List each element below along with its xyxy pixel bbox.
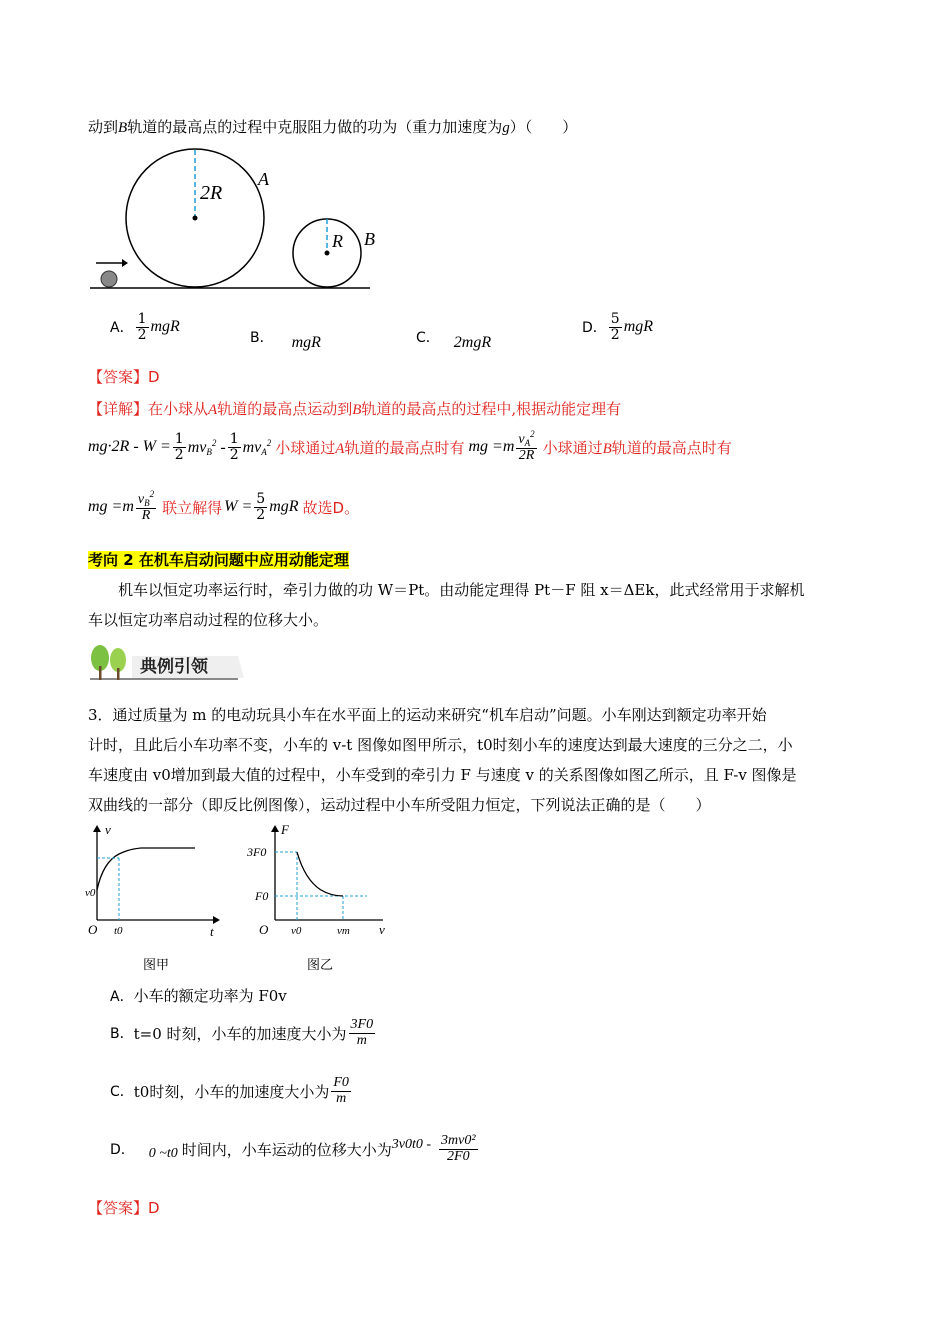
- q3-stem: 3．通过质量为 m 的电动玩具小车在水平面上的运动来研究“机车启动”问题。小车刚达到额定功率开始 计时，且此后小车功率不变，小车的 v-t 图像如图甲所示，t0时刻小车的速度达到最大速度的三分之二，小 车速度由 v0增加到最大值的过程中，小车受到的牵引力 F 与速度 v 的关系图像如图乙所示，且 F-v 图像是 双曲线的一部分（即反比例图像），运动过程中小车所受阻力恒定，下列说法正确的是（ ）: [88, 706, 797, 814]
- label-2r: 2R: [200, 182, 223, 204]
- svg-text:3F0: 3F0: [247, 845, 267, 859]
- svg-text:t0: t0: [114, 925, 123, 937]
- result-equation: W =: [224, 498, 253, 516]
- banner-title: 典例引领: [140, 657, 208, 677]
- q2-equation-line-1: mg·2R - W = $\frac{1}{2}$ $mv_B^2$ - $\frac{1}{2}$ $mv_A^2$ 小球通过A轨道的最高点时有 mg =m $\frac{v_A^2}{2R}$ 小球通过B轨道的最高点时有: [88, 429, 732, 464]
- q3-option-d[interactable]: D． 0 ~t0 时间内，小车运动的位移大小为 3v0t0 - $\frac{\text{3mv0²}}{2F0}$: [110, 1133, 476, 1164]
- arrow-head-icon: [122, 259, 128, 267]
- q2-option-b[interactable]: B． mgR: [250, 330, 321, 351]
- svg-text:F0: F0: [255, 889, 269, 903]
- svg-text:vm: vm: [337, 925, 350, 937]
- graph-vt: [85, 822, 225, 972]
- svg-text:v0: v0: [291, 925, 302, 937]
- svg-text:图甲: 图甲: [143, 958, 170, 972]
- q2-circles-figure: [88, 145, 378, 295]
- circle-b-top-equation: mg =m: [88, 498, 134, 516]
- label-a: A: [258, 169, 269, 189]
- label-r: R: [332, 231, 343, 251]
- q2-option-d[interactable]: D． $\frac{5}{2}$ mgR: [582, 311, 654, 343]
- x-axis-arrow-icon: [213, 916, 220, 924]
- q2-equation-line-2: mg =m $\frac{v_B^2}{R}$ 联立解得 W = $\frac{5}{2}$ mgR 故选D。: [88, 489, 360, 524]
- graph-fv: [245, 822, 395, 972]
- svg-text:t: t: [210, 924, 214, 939]
- q3-option-a[interactable]: A．小车的额定功率为 F0v: [110, 987, 287, 1005]
- center-b-dot: [325, 251, 330, 256]
- center-a-dot: [193, 216, 198, 221]
- svg-text:v: v: [379, 922, 385, 937]
- svg-text:O: O: [259, 922, 269, 937]
- label-b: B: [364, 229, 375, 249]
- vt-curve: [97, 848, 195, 890]
- q2-detail-line: 【详解】在小球从A轨道的最高点运动到B轨道的最高点的过程中,根据动能定理有: [88, 400, 622, 418]
- work-energy-equation: mg·2R - W =: [88, 438, 171, 456]
- q2-answer: 【答案】D: [88, 368, 160, 386]
- q3-answer: 【答案】D: [88, 1199, 160, 1217]
- y-axis-arrow-icon: [93, 825, 101, 832]
- section-heading: 考向 2 在机车启动问题中应用动能定理: [88, 551, 349, 569]
- svg-text:O: O: [88, 922, 98, 937]
- circle-a-top-equation: mg =m: [468, 438, 515, 456]
- q3-option-c[interactable]: C． t0时刻，小车的加速度大小为 $\frac{F0}{m}$: [110, 1075, 349, 1106]
- q2-option-c[interactable]: C． 2mgR: [416, 330, 492, 351]
- section-paragraph: 机车以恒定功率运行时，牵引力做的功 W＝Pt。由动能定理得 Pt－F 阻 x＝ΔEk，此式经常用于求解机 车以恒定功率启动过程的位移大小。: [88, 581, 805, 629]
- y-axis-arrow-icon: [271, 825, 279, 832]
- svg-text:v0: v0: [85, 887, 96, 899]
- q2-option-a[interactable]: A． $\frac{1}{2}$ mgR: [110, 311, 180, 343]
- q3-option-b[interactable]: B． t=0 时刻，小车的加速度大小为 $\frac{3F0}{m}$: [110, 1017, 374, 1048]
- example-banner: [88, 642, 248, 684]
- q2-stem-tail: 动到B轨道的最高点的过程中克服阻力做的功为（重力加速度为g）（ ）: [88, 118, 578, 136]
- svg-text:图乙: 图乙: [307, 958, 334, 972]
- svg-text:v: v: [105, 822, 111, 837]
- ball: [101, 271, 117, 287]
- fv-curve: [297, 852, 343, 896]
- svg-text:F: F: [281, 822, 289, 837]
